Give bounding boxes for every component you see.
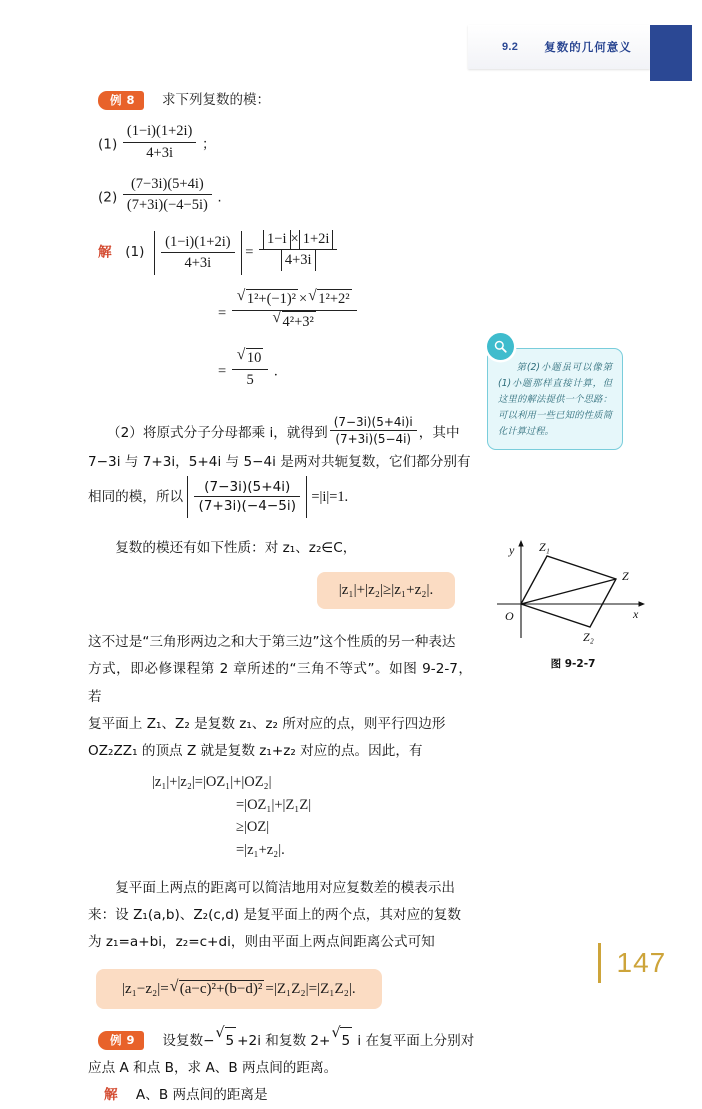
example-8-item-1 [98,122,702,163]
item-2-fraction [123,175,212,216]
figure-label-Z1: Z₁ [539,540,550,554]
item-1-denominator: 4+3i [146,144,173,161]
step2-radicand-b: 1²+2² [317,289,351,310]
distance-formula-lhs: |z₁−z₂|= [122,980,169,997]
derivation-line-2: =|OZ₁|+|Z₁Z| [236,796,312,813]
item-1-tail: ； [202,136,216,153]
example-8-prompt: 求下列复数的模： [162,92,271,108]
example-9-badge: 例 9 [98,1031,144,1050]
step3-sqrt [237,348,264,369]
distance-line-2: 来：设 Z₁(a,b)、Z₂(c,d) 是复平面上的两个点，其对应的复数 [88,907,461,924]
step2-sqrt-a [237,289,298,310]
step1-lhs-numerator: (1−i)(1+2i) [161,233,234,254]
item-2-tail: . [217,189,222,206]
item-1-numerator: (1−i)(1+2i) [123,122,196,143]
step2-radicand-den: 4²+3² [282,311,316,332]
header-plate [468,25,650,69]
example-9-solution-label: 解 [104,1087,118,1104]
distance-paragraph [88,875,616,957]
search-icon [487,333,514,360]
step1-rhs-fraction [259,230,337,271]
example-9-line-2: 应点 A 和点 B，求 A、B 两点间的距离。 [88,1059,338,1076]
header-accent-bar [650,25,692,81]
property-formula-box: |z₁|+|z₂|≥|z₁+z₂|. [317,572,455,609]
part2-text-b: ，其中 [418,425,460,442]
running-header [468,25,702,70]
step3-radicand: 10 [246,348,264,369]
derivation-line-4: =|z₁+z₂|. [236,841,285,858]
step2-denominator [232,311,357,332]
part2-modulus [187,476,307,518]
example-9-heading [88,1027,616,1055]
step3-fraction [232,348,269,390]
figure-label-y: y [509,543,515,557]
part2-fraction-numerator: (7−3i)(5+4i)i [330,414,417,431]
step2-sqrt-b [308,289,351,310]
figure-label-O: O [505,609,514,623]
derivation-line-3: ≥|OZ| [236,819,270,836]
part2-eq-fraction [194,478,300,516]
part2-text-d: 相同的模，所以 [88,489,184,506]
part2-eq-numerator: (7−3i)(5+4i) [194,478,300,497]
step1-abs-den: 4+3i [281,250,316,270]
step1-rhs-numerator: 1−i × 1+2i [259,230,337,251]
distance-line-1: 复平面上两点的距离可以简洁地用对应复数差的模表示出 [115,880,456,897]
footer-rule [598,943,601,983]
part2-eq-denominator: (7+3i)(−4−5i) [198,498,297,515]
figure-label-Z: Z [622,569,629,583]
item-2-numerator: (7−3i)(5+4i) [123,175,212,196]
example-9-sqrt-b [331,1027,352,1055]
distance-line-3: 为 z₁=a+bi，z₂=c+di，则由平面上两点间距离公式可知 [88,934,435,951]
example-8-solution-step-1 [98,230,702,276]
example-8-item-2 [98,175,702,216]
figure-label-x: x [633,607,639,621]
distance-formula-box [96,969,382,1009]
step2-fraction [232,289,357,332]
triangle-line-4: OZ₂ZZ₁ 的顶点 Z 就是复数 z₁+z₂ 对应的点。因此，有 [88,743,423,760]
distance-radicand: (a−c)²+(b−d)² [179,980,263,997]
triangle-line-2: 方式，即必修课程第 2 章所述的“三角不等式”。如图 9-2-7，若 [88,661,472,705]
step1-abs-b: 1+2i [299,230,334,250]
example-8-solution-step-3 [218,348,702,390]
part2-line-d [88,476,616,518]
distance-formula-rhs: =|Z₁Z₂|=|Z₁Z₂|. [265,980,356,997]
margin-note [487,348,623,450]
part2-eq-rhs: =|i|=1. [311,489,349,506]
property-lead: 复数的模还有如下性质：对 z₁、z₂∈C， [115,540,357,557]
header-section-number: 9.2 [502,41,519,53]
item-1-fraction [123,122,196,163]
solution-label: 解 [98,244,112,261]
step2-radicand-a: 1²+(−1)² [246,289,298,310]
part2-inline-fraction [330,414,417,448]
step3-period: . [273,363,278,380]
step1-lhs-denominator: 4+3i [184,255,212,272]
step1-abs-a: 1−i [263,230,290,250]
figure-diagram [483,538,663,646]
figure-caption: 图 9-2-7 [550,658,596,670]
triangle-line-3: 复平面上 Z₁、Z₂ 是复数 z₁、z₂ 所对应的点，则平行四边形 [88,715,446,732]
solution-part-label: (1) [125,244,145,261]
page-number: 147 [616,947,667,978]
example-9-sqrt-a [216,1027,237,1055]
example-8-heading [98,88,702,110]
step1-lhs-fraction [161,233,234,274]
triangle-line-1: 这不过是“三角形两边之和大于第三边”这个性质的另一种表达 [88,634,456,651]
example-9-solution-text: A、B 两点间的距离是 [135,1087,268,1104]
part2-text-a: （2）将原式分子分母都乘 i，就得到 [107,425,328,442]
example-9-radicand-a: 5 [225,1027,237,1055]
derivation-block [0,771,702,861]
part2-fraction-denominator: (7+3i)(5−4i) [335,432,412,447]
example-8-badge: 例 8 [98,91,144,110]
step1-equals: = [245,244,254,261]
step3-denominator: 5 [246,371,254,388]
example-9-solution [104,1082,616,1109]
step1-lhs-modulus [154,231,241,276]
step2-numerator: √ 1²+(−1)² × √ 1²+2² [232,289,357,311]
step2-sqrt-den [273,311,316,332]
example-9-block [88,1027,616,1109]
triangle-paragraph [88,629,472,765]
step3-numerator [232,348,269,370]
figure-9-2-7 [483,538,663,671]
header-section-title: 复数的几何意义 [544,40,632,54]
step2-equals: = [218,306,227,323]
example-9-text-a: 设复数− [162,1032,215,1049]
derivation-line-1: |z₁|+|z₂|=|OZ₁|+|OZ₂| [152,774,272,791]
example-9-text-b: +2i 和复数 2+ [237,1032,331,1049]
distance-sqrt [170,980,265,998]
example-8-solution-step-2 [218,289,702,332]
page-footer [598,938,702,988]
item-2-denominator: (7+3i)(−4−5i) [126,197,208,214]
item-2-label: (2) [98,189,118,206]
figure-label-Z2: Z₂ [583,630,594,644]
part2-line-c: 7−3i 与 7+3i，5+4i 与 5−4i 是两对共轭复数，它们都分别有 [88,453,471,470]
example-9-radicand-b: 5 [340,1027,352,1055]
item-1-label: (1) [98,136,118,153]
step1-rhs-denominator [259,250,337,270]
example-9-text-c: i 在复平面上分别对 [353,1032,475,1049]
margin-note-text: 第(2)小题虽可以像第(1)小题那样直接计算，但这里的解法提供一个思路：可以利用一些已知的性质简化计算过程。 [498,362,612,437]
step3-equals: = [218,363,227,380]
